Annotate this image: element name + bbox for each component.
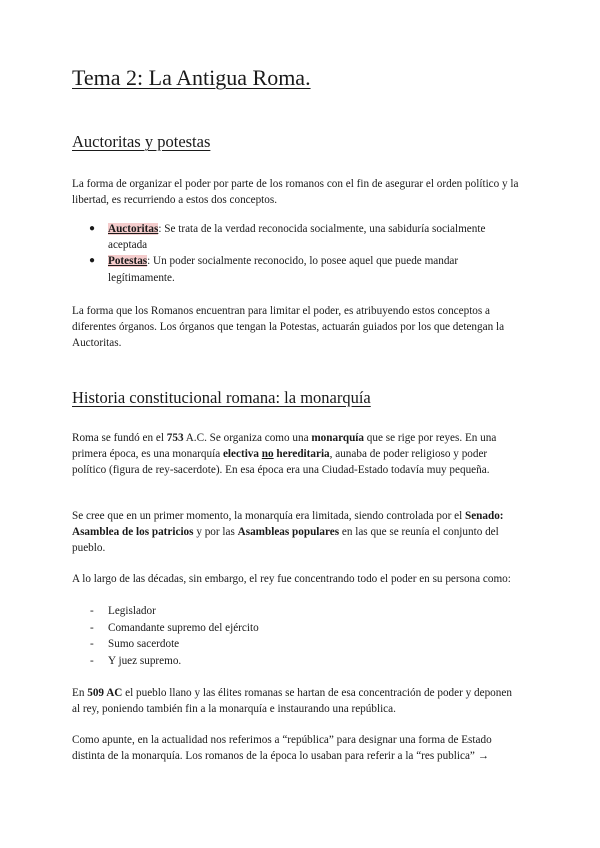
list-item (72, 253, 520, 285)
outro-paragraph: La forma que los Romanos encuentran para limitar el poder, es atribuyendo estos conceptos a diferentes órganos. Los órganos que tengan la Potestas, actuarán guiados por los que detengan la Auctoritas. (72, 305, 505, 350)
paragraph-republic: En 509 AC el pueblo llano y las élites romanas se hartan de esa concentración de poder y deponen al rey, poniendo también fin a la monarquía e instaurando una república. (72, 687, 512, 716)
list-item (72, 221, 520, 253)
list-item: - Comandante supremo del ejército (90, 621, 259, 634)
paragraph-concentration: A lo largo de las décadas, sin embargo, el rey fue concentrando todo el poder en su persona como: (72, 573, 511, 585)
paragraph-limited-monarchy: Se cree que en un primer momento, la monarquía era limitada, siendo controlada por el Senado: Asamblea de los patricios y por las Asambleas populares en las que se reunía el conjunto del pueblo. (72, 510, 504, 555)
concepts-bullet-list (72, 221, 520, 286)
term-auctoritas: Auctoritas (108, 223, 159, 235)
king-roles-list (72, 603, 520, 669)
intro-paragraph: La forma de organizar el poder por parte de los romanos con el fin de asegurar el orden político y la libertad, es recurriendo a estos dos conceptos. (72, 178, 519, 207)
page-title: Tema 2: La Antigua Roma. (72, 65, 311, 90)
definition-auctoritas: : Se trata de la verdad reconocida socialmente, una sabiduría socialmente aceptada (108, 223, 486, 252)
list-item: - Legislador (90, 605, 156, 617)
paragraph-res-publica: Como apunte, en la actualidad nos referimos a “república” para designar una forma de Estado distinta de la monarquía. Los romanos de la época lo usaban para referir a la “res publica” → (72, 734, 492, 763)
section-heading-monarquia: Historia constitucional romana: la monarquía (72, 388, 371, 407)
bullet-icon: ● (89, 223, 96, 234)
paragraph-foundation: Roma se fundó en el 753 A.C. Se organiza como una monarquía que se rige por reyes. En una primera época, es una monarquía electiva no hereditaria, aunaba de poder religioso y poder político (figura de rey-sacerdote). En esa época era una Ciudad-Estado todavía muy pequeña. (72, 432, 497, 477)
section-heading-auctoritas: Auctoritas y potestas (72, 132, 211, 151)
bullet-icon: ● (89, 255, 96, 267)
list-item: - Y juez supremo. (90, 654, 182, 667)
definition-potestas: : Un poder socialmente reconocido, lo posee aquel que puede mandar legítimamente. (108, 255, 459, 284)
term-potestas: Potestas (108, 255, 148, 268)
list-item: - Sumo sacerdote (90, 638, 180, 650)
